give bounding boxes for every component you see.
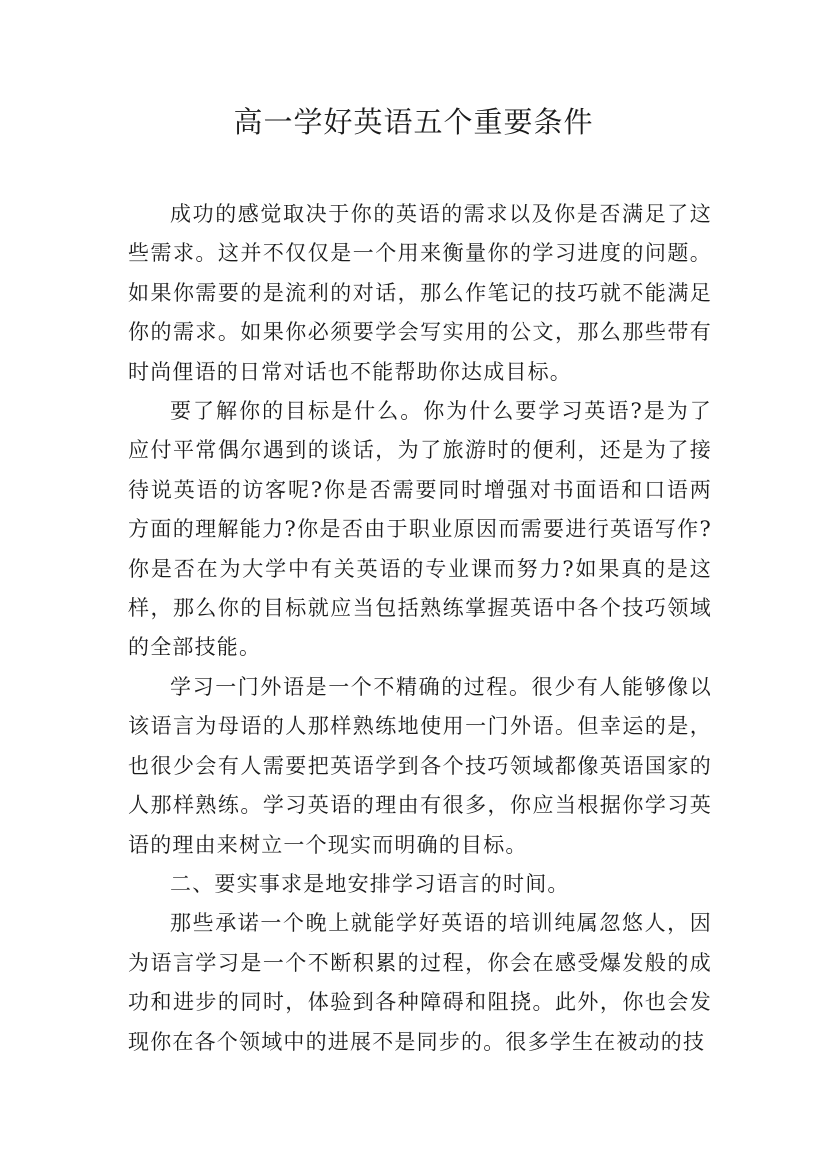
- paragraph-1: 成功的感觉取决于你的英语的需求以及你是否满足了这些需求。这并不仅仅是一个用来衡量你的学习进度的问题。如果你需要的是流利的对话，那么作笔记的技巧就不能满足你的需求。如果你必须要学会写实用的公文，那么那些带有时尚俚语的日常对话也不能帮助你达成目标。: [128, 202, 712, 384]
- document-body: [128, 195, 712, 1062]
- paragraph-2: 要了解你的目标是什么。你为什么要学习英语?是为了应付平常偶尔遇到的谈话，为了旅游时的便利，还是为了接待说英语的访客呢?你是否需要同时增强对书面语和口语两方面的理解能力?你是否由于职业原因而需要进行英语写作?你是否在为大学中有关英语的专业课而努力?如果真的是这样，那么你的目标就应当包括熟练掌握英语中各个技巧领域的全部技能。: [128, 399, 712, 660]
- section-heading-2: 二、要实事求是地安排学习语言的时间。: [170, 871, 570, 896]
- paragraph-5: 那些承诺一个晚上就能学好英语的培训纯属忽悠人，因为语言学习是一个不断积累的过程，你会在感受爆发般的成功和进步的同时，体验到各种障碍和阻挠。此外，你也会发现你在各个领域中的进展不是同步的。很多学生在被动的技: [128, 911, 712, 1054]
- document-title: 高一学好英语五个重要条件: [233, 105, 594, 139]
- paragraph-3: 学习一门外语是一个不精确的过程。很少有人能够像以该语言为母语的人那样熟练地使用一门外语。但幸运的是，也很少会有人需要把英语学到各个技巧领域都像英语国家的人那样熟练。学习英语的理由有很多，你应当根据你学习英语的理由来树立一个现实而明确的目标。: [128, 674, 712, 857]
